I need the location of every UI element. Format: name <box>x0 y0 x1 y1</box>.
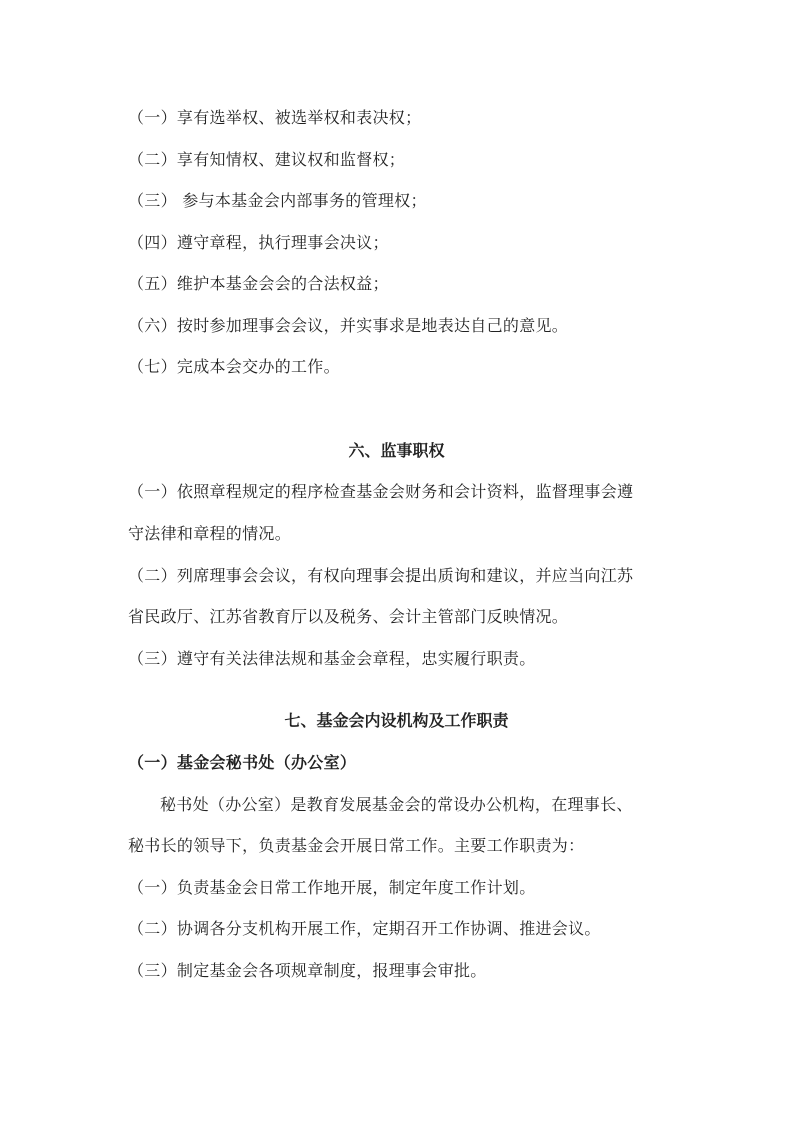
list-item: （三）遵守有关法律法规和基金会章程，忠实履行职责。 <box>128 649 536 668</box>
paragraph-line: 秘书长的领导下，负责基金会开展日常工作。主要工作职责为： <box>128 836 585 855</box>
list-item: （一）依照章程规定的程序检查基金会财务和会计资料，监督理事会遵 <box>128 482 634 501</box>
list-item: （二）享有知情权、建议权和监督权； <box>128 150 406 169</box>
subsection-heading-secretariat: （一）基金会秘书处（办公室） <box>128 753 357 772</box>
list-item: （四）遵守章程，执行理事会决议； <box>128 233 389 252</box>
list-item-continuation: 守法律和章程的情况。 <box>128 524 292 543</box>
section-heading-internal-organs: 七、基金会内设机构及工作职责 <box>284 711 509 730</box>
list-item: （三） 参与本基金会内部事务的管理权； <box>128 191 427 210</box>
list-item: （三）制定基金会各项规章制度，报理事会审批。 <box>128 961 487 980</box>
list-item: （六）按时参加理事会会议，并实事求是地表达自己的意见。 <box>128 316 569 335</box>
list-item: （一）享有选举权、被选举权和表决权； <box>128 108 422 127</box>
list-item: （七）完成本会交办的工作。 <box>128 357 340 376</box>
list-item: （五）维护本基金会会的合法权益； <box>128 274 389 293</box>
list-item: （一）负责基金会日常工作地开展，制定年度工作计划。 <box>128 878 536 897</box>
list-item: （二）列席理事会会议，有权向理事会提出质询和建议，并应当向江苏 <box>128 566 634 585</box>
section-heading-supervisor-powers: 六、监事职权 <box>348 441 445 460</box>
list-item: （二）协调各分支机构开展工作，定期召开工作协调、推进会议。 <box>128 919 601 938</box>
list-item-continuation: 省民政厅、江苏省教育厅以及税务、会计主管部门反映情况。 <box>128 607 569 626</box>
paragraph-line: 秘书处（办公室）是教育发展基金会的常设办公机构，在理事长、 <box>160 795 633 814</box>
